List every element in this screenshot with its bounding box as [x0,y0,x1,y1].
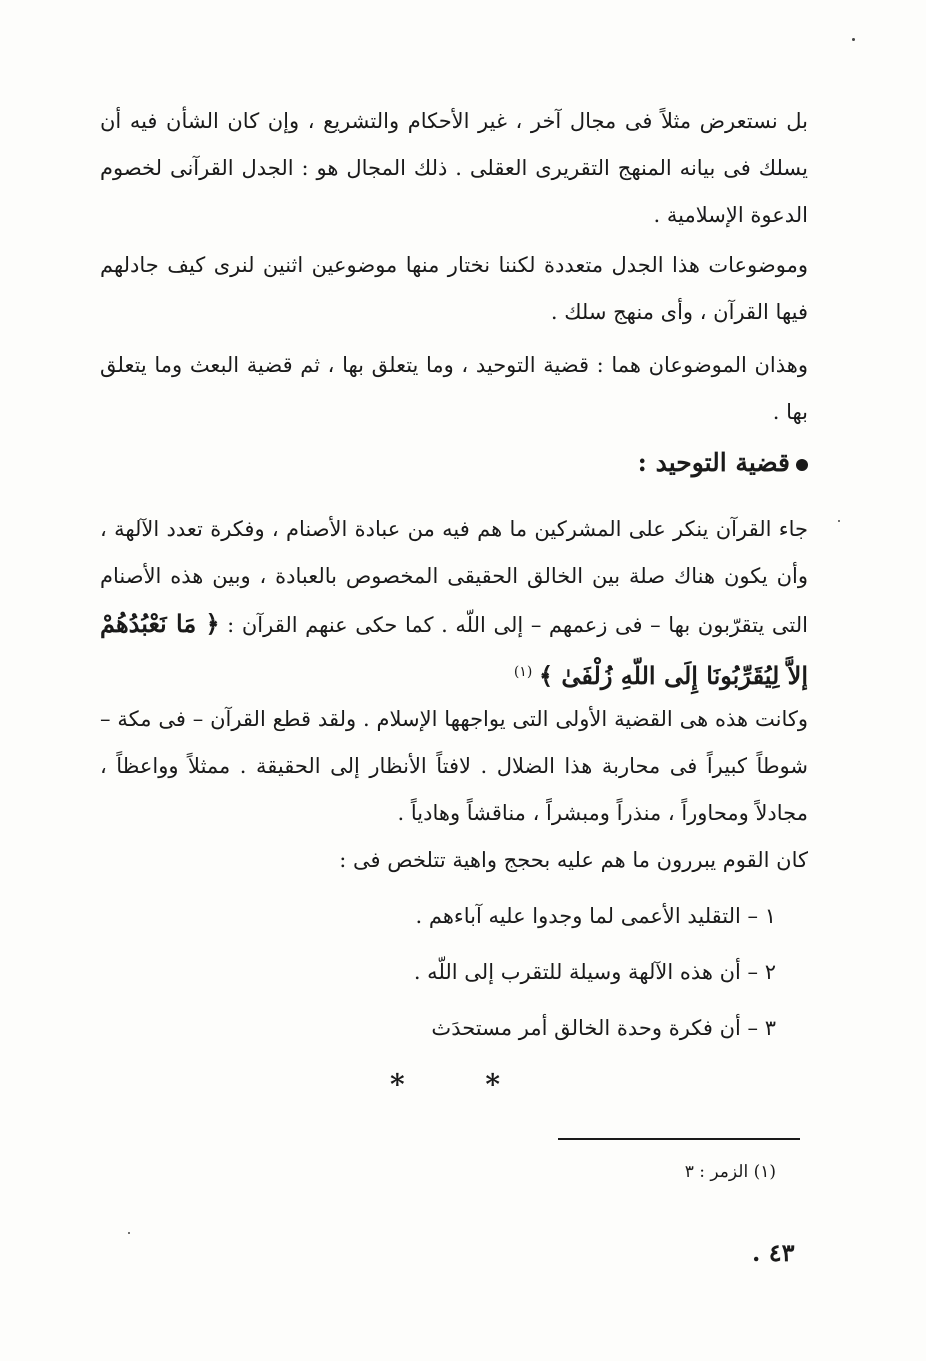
scan-speck [128,1232,130,1234]
bullet-icon [796,459,808,471]
asterisk-icon: * [485,1068,500,1101]
asterisk-icon: * [390,1068,405,1101]
section-separator [390,1068,500,1101]
scan-speck [852,38,855,41]
paragraph-1: بل نستعرض مثلاً فى مجال آخر ، غير الأحكام والتشريع ، وإن كان الشأن فيه أن يسلك فى بيانه المنهج التقريرى العقلى . ذلك المجال هو : الجدل القرآنى لخصوم الدعوة الإسلامية . [100,109,809,227]
page-number: ٤٣ . [752,1238,795,1267]
paragraph-3: وهذان الموضوعان هما : قضية التوحيد ، وما يتعلق بها ، ثم قضية البعث وما يتعلق بها . [100,353,808,424]
quran-verse: ﴿ مَا نَعْبُدُهُمْ إلاَّ لِيُقَرِّبُونَا إِلَى اللّهِ زُلْفَىٰ ﴾ [100,609,808,690]
list-item-2: ٢ – أن هذه الآلهة وسيلة للتقرب إلى اللّه . [413,960,776,984]
section-heading [638,448,808,477]
footnote: (١) الزمر : ٣ [684,1162,776,1182]
section-heading-text: قضية التوحيد : [637,448,790,477]
paragraph-6: كان القوم يبررون ما هم عليه بحجج واهية تتلخص فى : [339,848,808,872]
footnote-divider [558,1138,800,1140]
footnote-reference: (١) [513,664,533,680]
paragraph-4-text: جاء القرآن ينكر على المشركين ما هم فيه من عبادة الأصنام ، وفكرة تعدد الآلهة ، وأن يكون هناك صلة بين الخالق الحقيقى المخصوص بالعبادة ، وبين هذه الأصنام التى يتقرّبون بها – فى زعمهم – إلى اللّه . كما حكى عنهم القرآن : [100,517,808,637]
scan-speck [838,520,840,522]
paragraph-2: وموضوعات هذا الجدل متعددة لكننا نختار منها موضوعين اثنين لنرى كيف جادلهم فيها القرآن ، وأى منهج سلك . [100,253,808,324]
paragraph-5: وكانت هذه هى القضية الأولى التى يواجهها الإسلام . ولقد قطع القرآن – فى مكة – شوطاً كبيراً فى محاربة هذا الضلال . لافتاً الأنظار إلى الحقيقة . ممثلاً وواعظاً ، مجادلاً ومحاوراً ، منذراً ومبشراً ، مناقشاً وهادياً . [100,707,808,825]
paragraph-4 [100,506,808,701]
list-item-1: ١ – التقليد الأعمى لما وجدوا عليه آباءهم . [415,904,776,928]
list-item-3: ٣ – أن فكرة وحدة الخالق أمر مستحدَث [431,1016,776,1040]
